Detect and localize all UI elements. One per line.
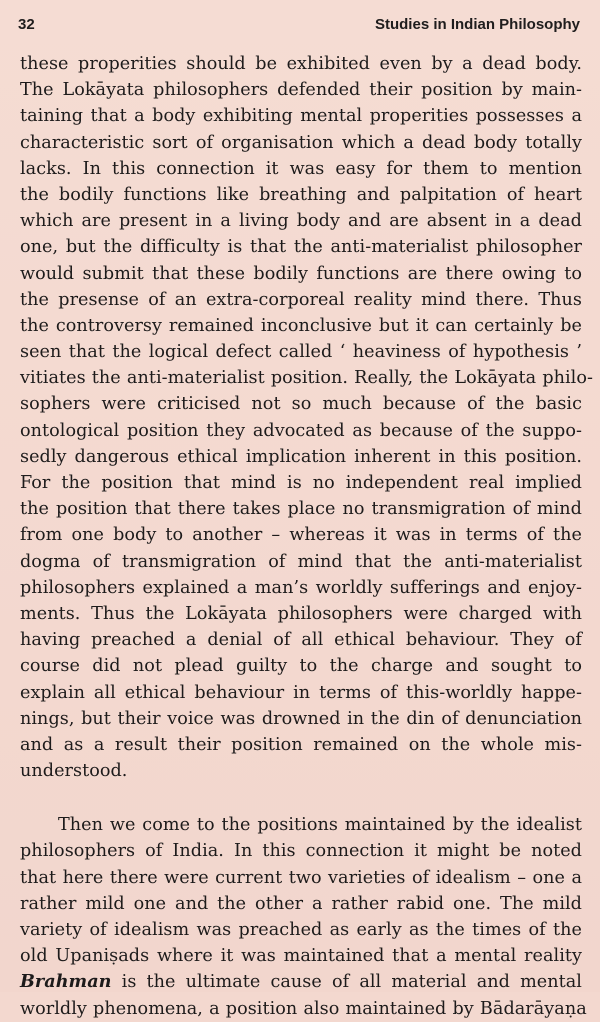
text-line: rather mild one and the other a rather rabid one. The mild [20, 893, 582, 914]
text-line: understood. [20, 761, 128, 782]
text-line: ontological position they advocated as because of the suppo- [20, 420, 582, 441]
text-line: Then we come to the positions maintained by the idealist [58, 815, 582, 836]
text-line: vitiates the anti-materialist position. Really, the Lokāyata philo- [20, 368, 594, 389]
text-line: the presense of an extra-corporeal reality mind there. Thus [20, 289, 582, 310]
text-line: philosophers of India. In this connection it might be noted [20, 841, 582, 862]
text-line: from one body to another – whereas it was in terms of the [20, 525, 582, 546]
text-line: explain all ethical behaviour in terms of this-worldly happe- [20, 682, 582, 703]
text-line: would submit that these bodily functions are there owing to [20, 263, 582, 284]
book-title: Studies in Indian Philosophy [374, 16, 580, 33]
text-line: variety of idealism was preached as early as the times of the [20, 920, 582, 940]
text-line: these properities should be exhibited even by a dead body. [20, 54, 582, 74]
text-line: that here there were current two varieties of idealism – one a [20, 867, 582, 888]
running-head [18, 16, 580, 42]
text-line: and as a result their position remained on the whole mis- [20, 734, 582, 755]
text-line: sedly dangerous ethical implication inherent in this position. [20, 446, 582, 467]
paragraph-2 [20, 812, 587, 1022]
text-line: sophers were criticised not so much because of the basic [20, 394, 582, 415]
text-fragment: is the ultimate cause of all material and mental [121, 972, 582, 993]
body-text [20, 51, 594, 1022]
paragraph-1 [20, 51, 594, 784]
paragraph-gap [20, 784, 582, 812]
italic-term: Brahman [20, 971, 112, 993]
text-line: lacks. In this connection it was easy for them to mention [20, 158, 582, 179]
text-line: dogma of transmigration of mind that the anti-materialist [20, 551, 582, 572]
text-line: the bodily functions like breathing and palpitation of heart [20, 184, 582, 205]
text-line: ments. Thus the Lokāyata philosophers were charged with [20, 603, 582, 624]
text-line: the controversy remained inconclusive but it can certainly be [20, 315, 582, 336]
text-line: worldly phenomena, a position also maintained by Bādarāyaṇa [20, 998, 587, 1019]
text-line: philosophers explained a man’s worldly sufferings and enjoy- [20, 577, 582, 598]
text-line: The Lokāyata philosophers defended their position by main- [20, 80, 582, 101]
page-number: 32 [18, 16, 35, 33]
text-line: one, but the difficulty is that the anti-materialist philosopher [20, 237, 582, 258]
text-line: course did not plead guilty to the charge and sought to [20, 656, 582, 677]
text-line: having preached a denial of all ethical behaviour. They of [20, 630, 582, 651]
text-line: the position that there takes place no transmigration of mind [20, 499, 582, 520]
text-line: characteristic sort of organisation which a dead body totally [20, 132, 582, 153]
text-line: For the position that mind is no independent real implied [20, 473, 582, 493]
text-line: old Upaniṣads where it was maintained that a mental reality [20, 946, 582, 967]
text-line: nings, but their voice was drowned in the din of denunciation [20, 708, 582, 729]
text-line: which are present in a living body and are absent in a dead [20, 211, 582, 232]
text-line: taining that a body exhibiting mental properities possesses a [20, 106, 582, 127]
text-line: seen that the logical defect called ‘ heaviness of hypothesis ’ [20, 342, 582, 363]
